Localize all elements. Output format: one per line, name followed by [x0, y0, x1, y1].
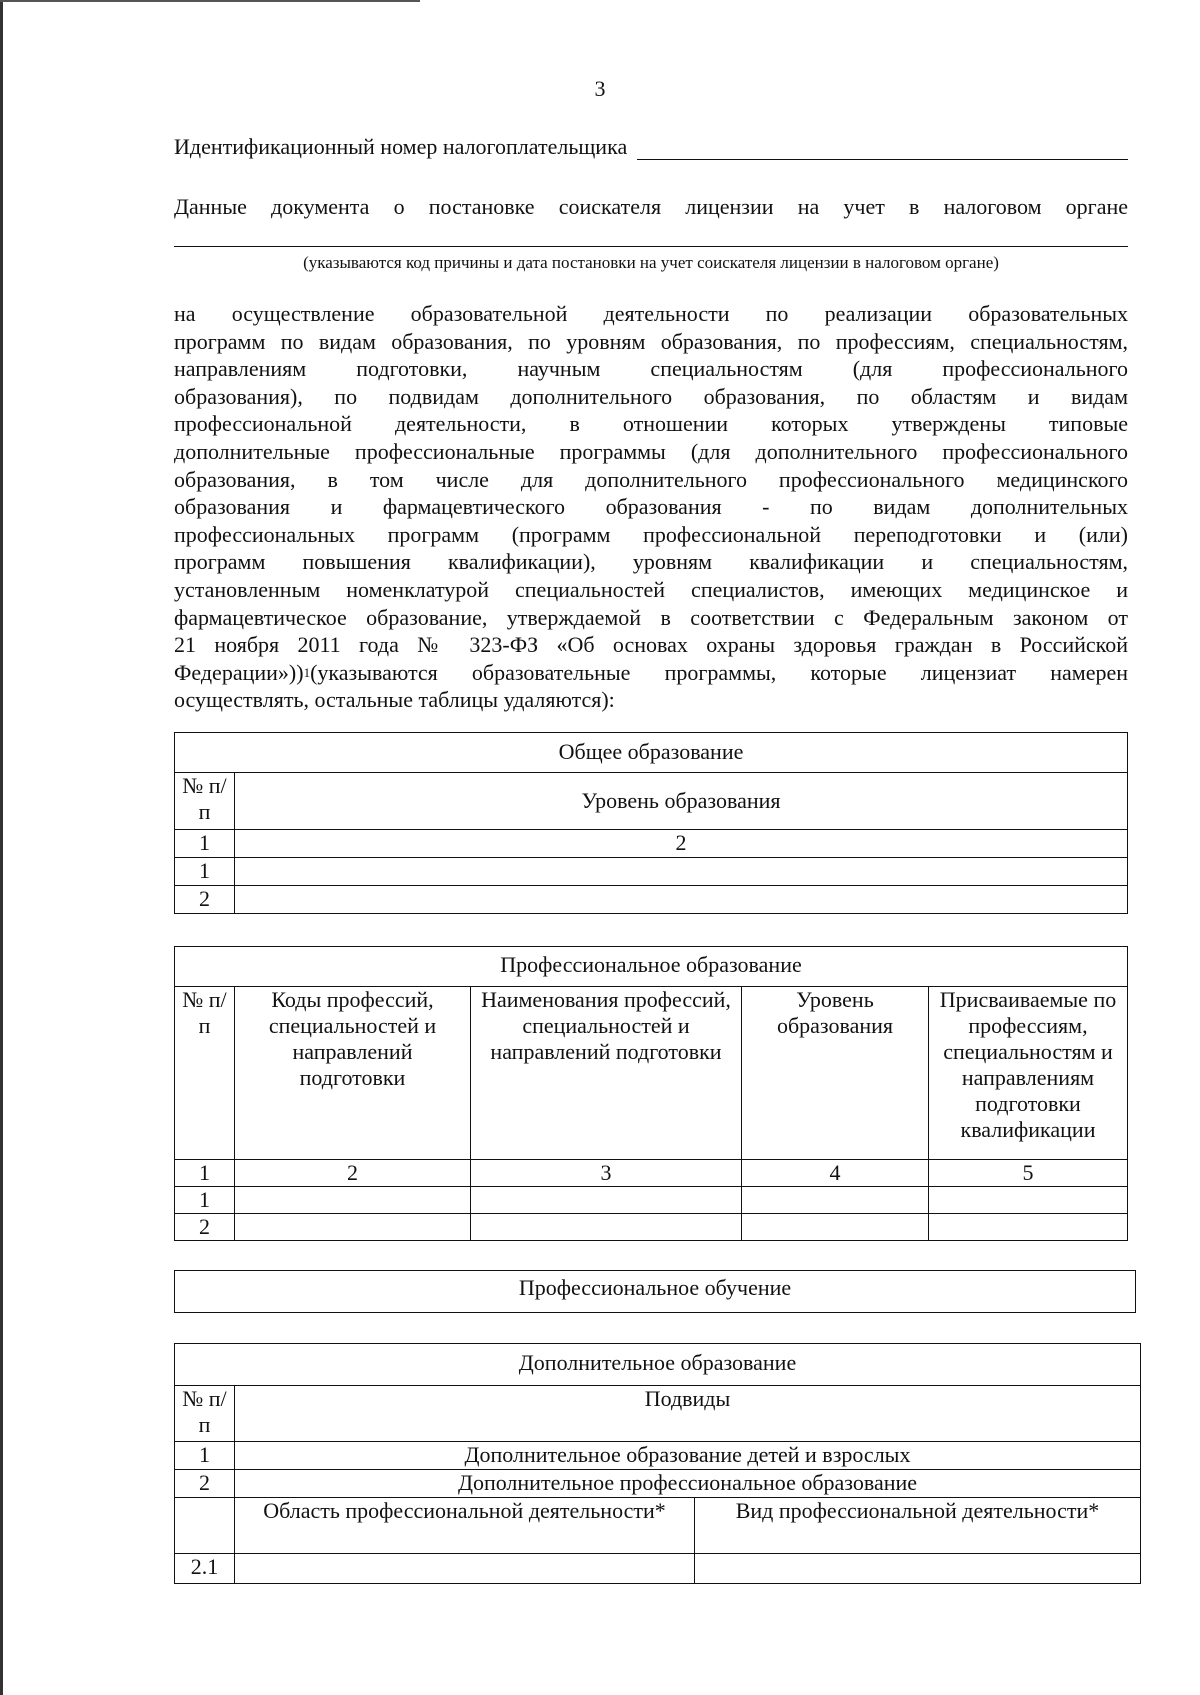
paragraph-line: дополнительные профессиональные программы (для дополнительного профессионального: [174, 438, 1128, 464]
col-header-subtypes: Подвиды: [235, 1386, 1141, 1442]
paragraph-line: [174, 659, 1128, 687]
footnote-mark[interactable]: 1: [303, 664, 311, 680]
table-title: Дополнительное образование: [175, 1344, 1141, 1386]
kind-cell[interactable]: [695, 1554, 1141, 1584]
table-row: [175, 1214, 1128, 1241]
row-num: 2: [175, 1470, 235, 1498]
index-cell: 5: [929, 1160, 1128, 1187]
table-title: Профессиональное образование: [175, 947, 1128, 987]
cell[interactable]: [742, 1187, 929, 1214]
paragraph-line: установленным номенклатурой специальностей специалистов, имеющих медицинское и: [174, 576, 1128, 602]
cell[interactable]: [742, 1214, 929, 1241]
paragraph-text: Федерации»)): [174, 659, 304, 685]
col-header-level: Уровень образования: [235, 773, 1128, 830]
level-cell[interactable]: [235, 858, 1128, 886]
table-title: Профессиональное обучение: [175, 1271, 1136, 1313]
index-cell: 1: [175, 830, 235, 858]
col-header-area: Область профессиональной деятельности*: [235, 1498, 695, 1554]
cell[interactable]: [235, 1214, 471, 1241]
main-paragraph: [174, 300, 1128, 714]
table-row: [175, 858, 1128, 886]
general-education-table: [174, 732, 1128, 914]
row-num: 1: [175, 1442, 235, 1470]
col-header-num: № п/п: [175, 987, 235, 1160]
col-header-num: № п/п: [175, 1386, 235, 1442]
col-header-qualifications: Присваиваемые по профессиям, специальностям и направлениям подготовки квалификации: [929, 987, 1128, 1160]
paragraph-text: (указываются образовательные программы, которые лицензиат намерен: [310, 659, 1128, 685]
cell[interactable]: [471, 1187, 742, 1214]
tax-doc-label: Данные документа о постановке соискателя лицензии на учет в налоговом органе: [174, 194, 1128, 219]
tax-doc-note: (указываются код причины и дата постановки на учет соискателя лицензии в налоговом органе): [303, 253, 999, 272]
paragraph-line: программ повышения квалификации), уровням квалификации и специальностям,: [174, 549, 1128, 575]
index-cell: 2: [235, 1160, 471, 1187]
area-cell[interactable]: [235, 1554, 695, 1584]
paragraph-line: программ по видам образования, по уровням образования, по профессиям, специальностям,: [174, 328, 1128, 354]
table-row: [175, 886, 1128, 914]
paragraph-line: направлениям подготовки, научным специальностям (для профессионального: [174, 356, 1128, 382]
row-num: 2: [175, 886, 235, 914]
index-cell: 3: [471, 1160, 742, 1187]
subtype-label: Дополнительное профессиональное образование: [235, 1470, 1141, 1498]
col-header-level: Уровень образования: [742, 987, 929, 1160]
index-cell: 4: [742, 1160, 929, 1187]
col-header-kind: Вид профессиональной деятельности*: [695, 1498, 1141, 1554]
table-row: [175, 1442, 1141, 1470]
paragraph-line: на осуществление образовательной деятельности по реализации образовательных: [174, 301, 1128, 326]
paragraph-line: образования, в том числе для дополнительного профессионального медицинского: [174, 466, 1128, 492]
inn-label: Идентификационный номер налогоплательщика: [174, 134, 628, 159]
additional-education-table: [174, 1343, 1141, 1584]
paragraph-line: профессиональных программ (программ профессиональной переподготовки и (или): [174, 521, 1128, 547]
table-row: [175, 1470, 1141, 1498]
col-header-num: № п/п: [175, 773, 235, 830]
scan-edge-top: [0, 0, 420, 2]
subtype-label: Дополнительное образование детей и взрослых: [235, 1442, 1141, 1470]
paragraph-line: образования), по подвидам дополнительного образования, по областям и видам: [174, 383, 1128, 409]
paragraph-line: 21 ноября 2011 года № 323-ФЗ «Об основах охраны здоровья граждан в Российской: [174, 632, 1128, 658]
cell[interactable]: [235, 1187, 471, 1214]
paragraph-line: образования и фармацевтического образования - по видам дополнительных: [174, 494, 1128, 520]
cell[interactable]: [929, 1214, 1128, 1241]
table-row: [175, 1554, 1141, 1584]
cell[interactable]: [471, 1214, 742, 1241]
empty-cell: [175, 1498, 235, 1554]
cell[interactable]: [929, 1187, 1128, 1214]
col-header-names: Наименования профессий, специальностей и направлений подготовки: [471, 987, 742, 1160]
paragraph-line: фармацевтическое образование, утверждаемой в соответствии с Федеральным законом от: [174, 604, 1128, 630]
inn-line: [174, 134, 1128, 160]
col-header-codes: Коды профессий, специальностей и направлений подготовки: [235, 987, 471, 1160]
professional-training-table: [174, 1270, 1136, 1313]
paragraph-line: профессиональной деятельности, в отношении которых утверждены типовые: [174, 411, 1128, 437]
tax-doc-field[interactable]: [174, 224, 1128, 247]
row-num: 1: [175, 1187, 235, 1214]
index-cell: 1: [175, 1160, 235, 1187]
index-cell: 2: [235, 830, 1128, 858]
paragraph-line: осуществлять, остальные таблицы удаляются):: [174, 687, 615, 713]
scan-edge: [0, 0, 3, 1695]
level-cell[interactable]: [235, 886, 1128, 914]
table-title: Общее образование: [175, 733, 1128, 773]
professional-education-table: [174, 946, 1128, 1241]
inn-field[interactable]: [637, 137, 1128, 160]
table-row: [175, 1187, 1128, 1214]
row-num: 2: [175, 1214, 235, 1241]
row-num: 1: [175, 858, 235, 886]
page-number: 3: [594, 76, 606, 101]
row-num: 2.1: [175, 1554, 235, 1584]
